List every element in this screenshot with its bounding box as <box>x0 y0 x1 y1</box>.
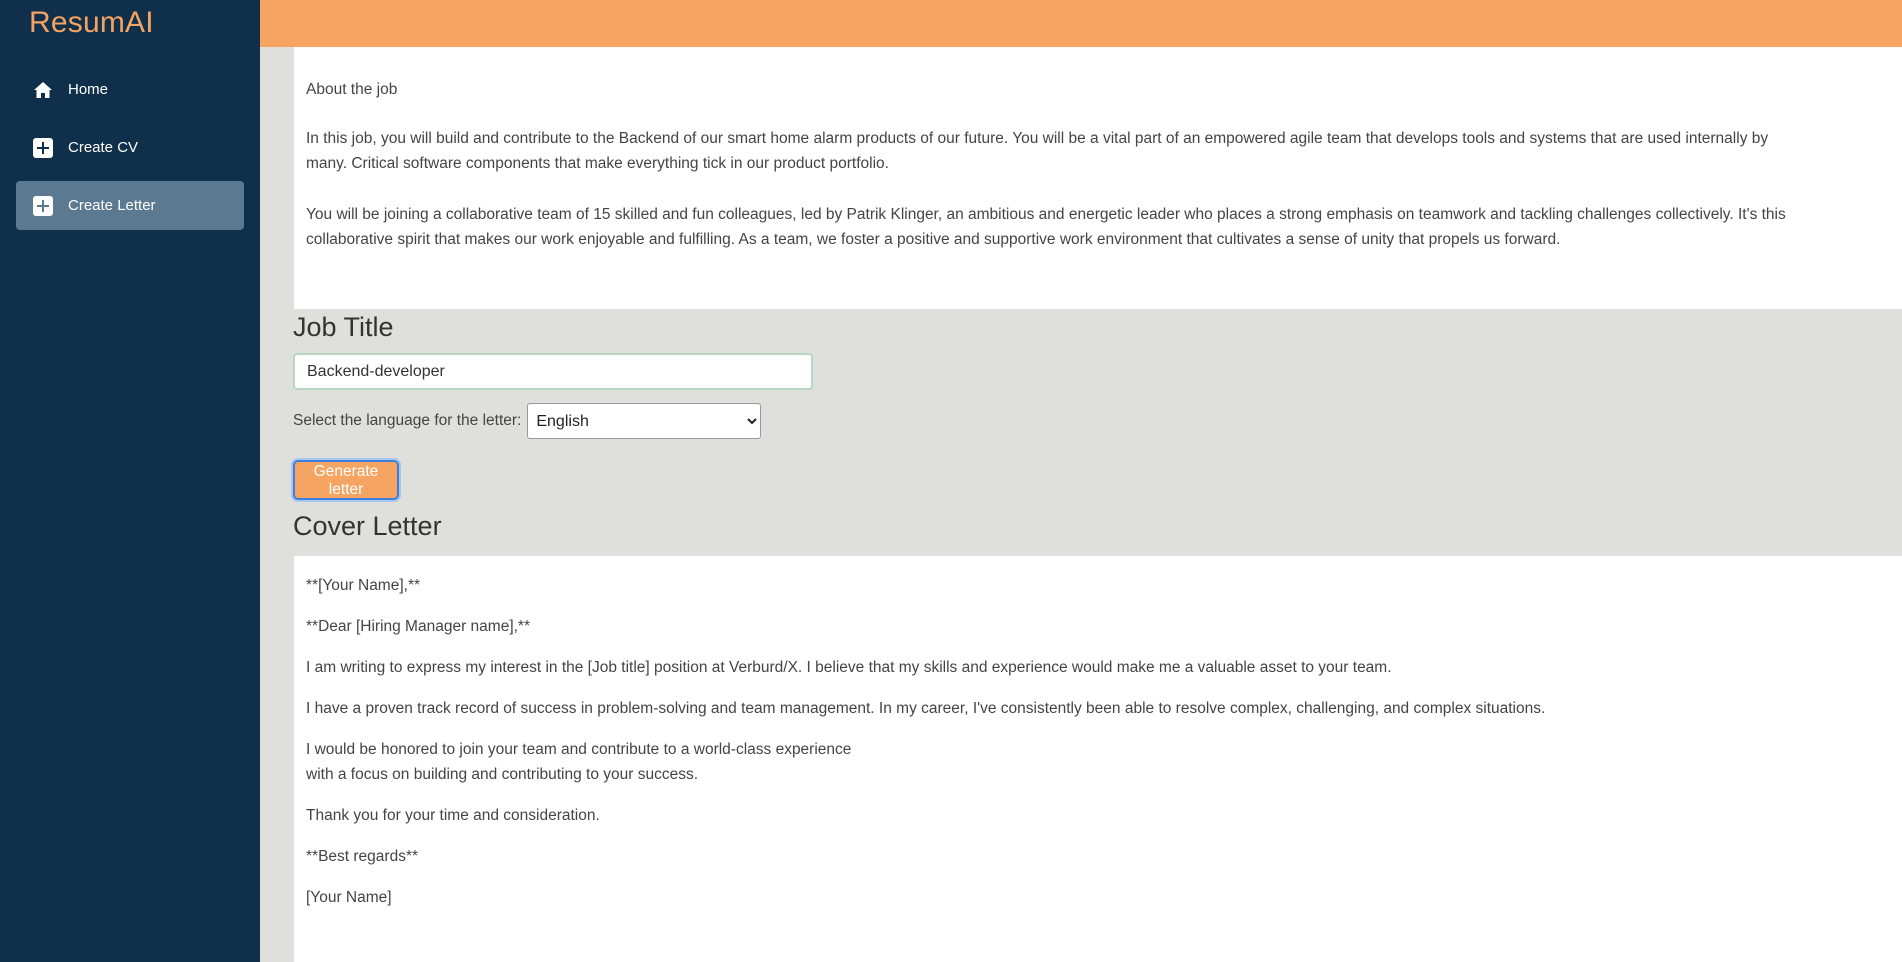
main-content <box>260 47 1902 962</box>
job-description-paragraph: In this job, you will build and contribute to the Backend of our smart home alarm products of our future. You will be a vital part of an empowered agile team that develops tools and systems that are used internally by many. Critical software components that make everything tick in our product portfolio. <box>306 130 1769 172</box>
cover-letter-line: I have a proven track record of success in problem-solving and team management. In my career, I've consistently been able to resolve complex, challenging, and complex situations. <box>306 700 1546 717</box>
cover-letter-line: [Your Name] <box>306 889 392 906</box>
cover-letter-line: **Best regards** <box>306 848 419 865</box>
sidebar <box>0 0 260 962</box>
cover-letter-line: I am writing to express my interest in the [Job title] position at Verburd/X. I believe that my skills and experience would make me a valuable asset to your team. <box>306 659 1392 676</box>
plus-square-icon <box>32 137 54 159</box>
language-label: Select the language for the letter: <box>293 412 522 429</box>
language-row <box>293 403 761 439</box>
cover-letter-textarea[interactable] <box>294 556 1902 962</box>
sidebar-item-home[interactable] <box>16 65 244 114</box>
home-icon <box>32 79 54 101</box>
top-bar <box>260 0 1902 47</box>
brand-logo[interactable]: ResumAI <box>29 6 154 39</box>
sidebar-item-label: Create CV <box>68 139 139 156</box>
sidebar-item-label: Create Letter <box>68 197 156 214</box>
generate-letter-button[interactable]: Generate letter <box>293 460 399 500</box>
job-title-input[interactable] <box>293 353 813 390</box>
job-description-textarea[interactable] <box>294 47 1902 309</box>
cover-letter-heading: Cover Letter <box>293 511 442 541</box>
job-description-paragraph: You will be joining a collaborative team of 15 skilled and fun colleagues, led by Patrik Klinger, an ambitious and energetic leader who places a strong emphasis on teamwork and tackling challenges collectively. It's this collaborative spirit that makes our work enjoyable and fulfilling. As a team, we foster a positive and supportive work environment that cultivates a sense of unity that propels us forward. <box>306 206 1786 248</box>
sidebar-item-create-letter[interactable] <box>16 181 244 230</box>
language-select[interactable] <box>527 403 761 439</box>
cover-letter-line: Thank you for your time and consideration. <box>306 807 600 824</box>
sidebar-item-label: Home <box>68 81 109 98</box>
cover-letter-line: I would be honored to join your team and contribute to a world-class experience <box>306 741 852 758</box>
plus-square-icon <box>32 195 54 217</box>
sidebar-item-create-cv[interactable] <box>16 123 244 172</box>
cover-letter-line: **[Your Name],** <box>306 577 421 594</box>
cover-letter-line: **Dear [Hiring Manager name],** <box>306 618 530 635</box>
job-title-heading: Job Title <box>293 312 394 342</box>
job-description-heading: About the job <box>306 81 398 98</box>
cover-letter-line: with a focus on building and contributing to your success. <box>306 766 699 783</box>
